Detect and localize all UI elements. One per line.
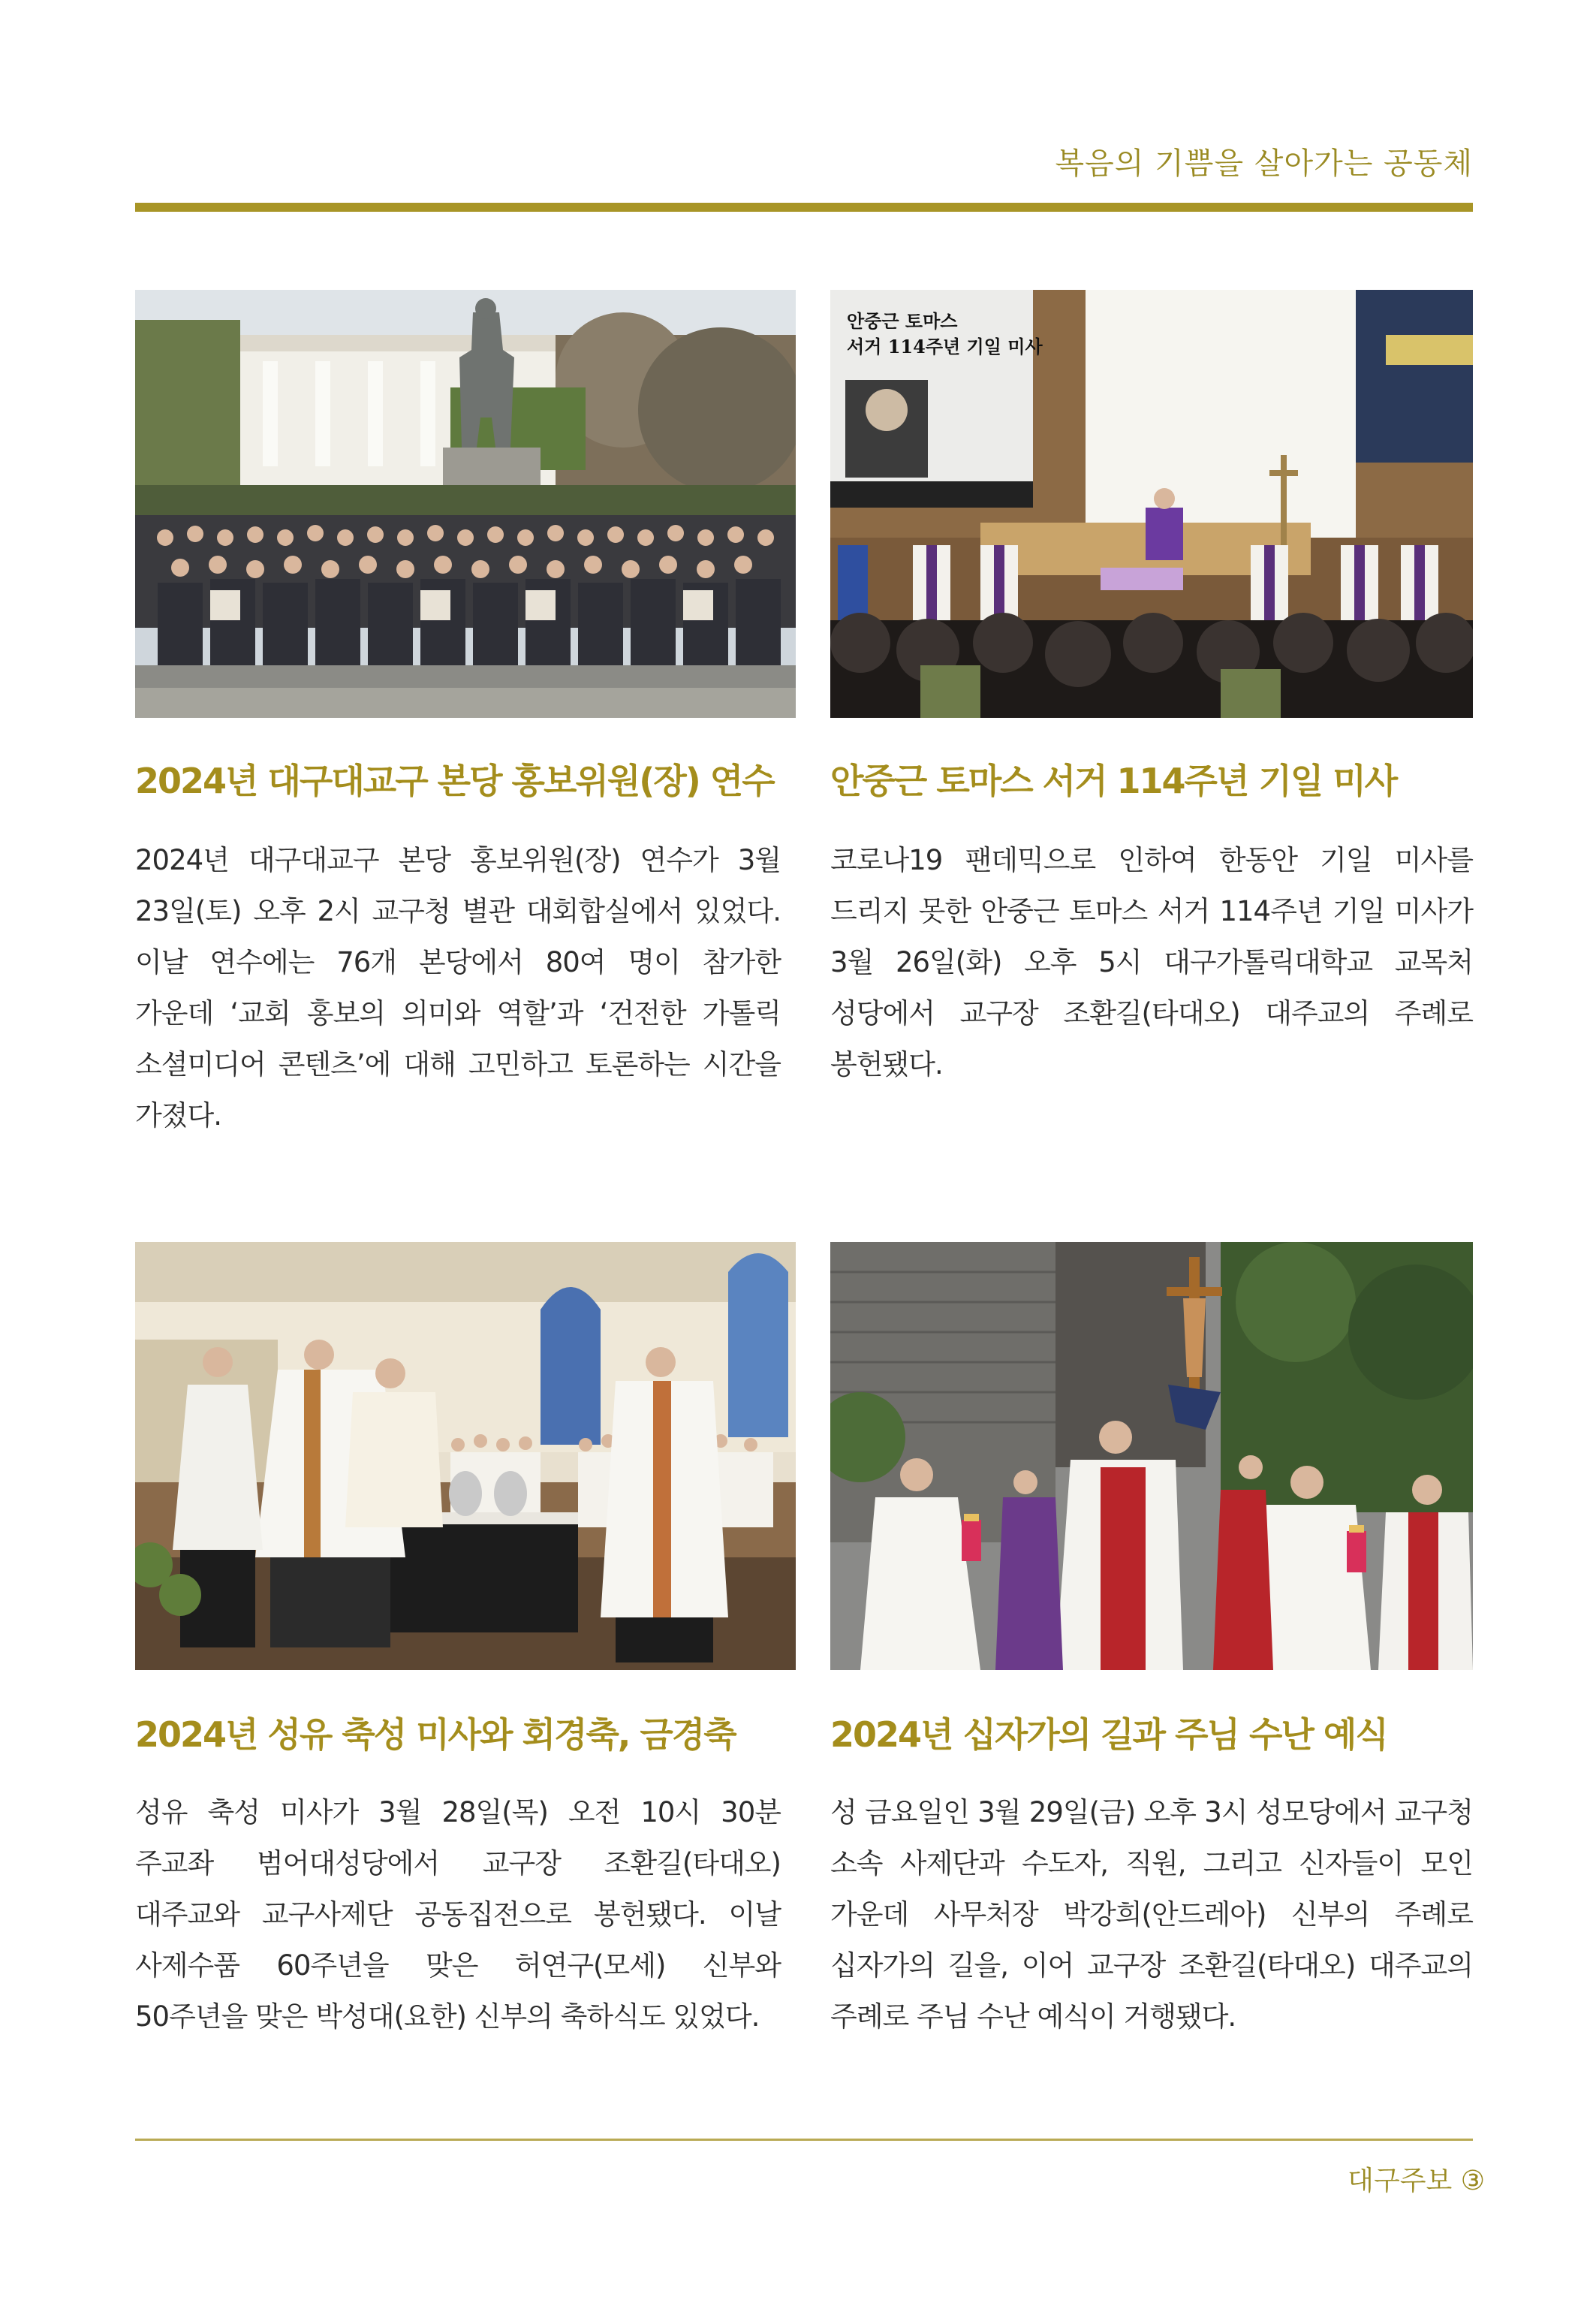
- photo-group-statue: [135, 290, 796, 718]
- article-3-body: 성유 축성 미사가 3월 28일(목) 오전 10시 30분 주교좌 범어대성당에서 교구장 조환길(타대오) 대주교와 교구사제단 공동집전으로 봉헌됐다. 이날 사제수품 60주년을 맞은 허연구(모세) 신부와 50주년을 맞은 박성대(요한) 신부의 축하식도 있었다.: [135, 1796, 781, 2033]
- footer-page-label: 대구주보 ③: [1348, 2166, 1485, 2196]
- article-1-body: 2024년 대구대교구 본당 홍보위원(장) 연수가 3월 23일(토) 오후 2시 교구청 별관 대회합실에서 있었다. 이날 연수에는 76개 본당에서 80여 명이 참가한 가운데 ‘교회 홍보의 의미와 역할’과 ‘건전한 가톨릭 소셜미디어 콘텐츠’에 대해 고민하고 토론하는 시간을 가졌다.: [135, 844, 781, 1132]
- photo-chrism-mass: [135, 1242, 796, 1670]
- banner-line-2: 서거 114주년 기일 미사: [847, 336, 1043, 357]
- article-4-title: 2024년 십자가의 길과 주님 수난 예식: [830, 1714, 1387, 1755]
- photo-memorial-mass: [830, 290, 1473, 718]
- banner-line-1: 안중근 토마스: [847, 310, 958, 332]
- photo-way-of-cross: [830, 1242, 1473, 1670]
- footer-rule: [135, 2139, 1473, 2141]
- article-2-body: 코로나19 팬데믹으로 인하여 한동안 기일 미사를 드리지 못한 안중근 토마스 서거 114주년 기일 미사가 3월 26일(화) 오후 5시 대구가톨릭대학교 교목처 성당에서 교구장 조환길(타대오) 대주교의 주례로 봉헌됐다.: [830, 844, 1473, 1081]
- article-4-body: 성 금요일인 3월 29일(금) 오후 3시 성모당에서 교구청 소속 사제단과 수도자, 직원, 그리고 신자들이 모인 가운데 사무처장 박강희(안드레아) 신부의 주례로 십자가의 길을, 이어 교구장 조환길(타대오) 대주교의 주례로 주님 수난 예식이 거행됐다.: [830, 1796, 1473, 2033]
- header-title: 복음의 기쁨을 살아가는 공동체: [1055, 146, 1473, 181]
- article-3-title: 2024년 성유 축성 미사와 회경축, 금경축: [135, 1714, 736, 1755]
- header-rule: [135, 203, 1473, 212]
- article-2-title: 안중근 토마스 서거 114주년 기일 미사: [830, 761, 1397, 801]
- article-1-title: 2024년 대구대교구 본당 홍보위원(장) 연수: [135, 761, 774, 801]
